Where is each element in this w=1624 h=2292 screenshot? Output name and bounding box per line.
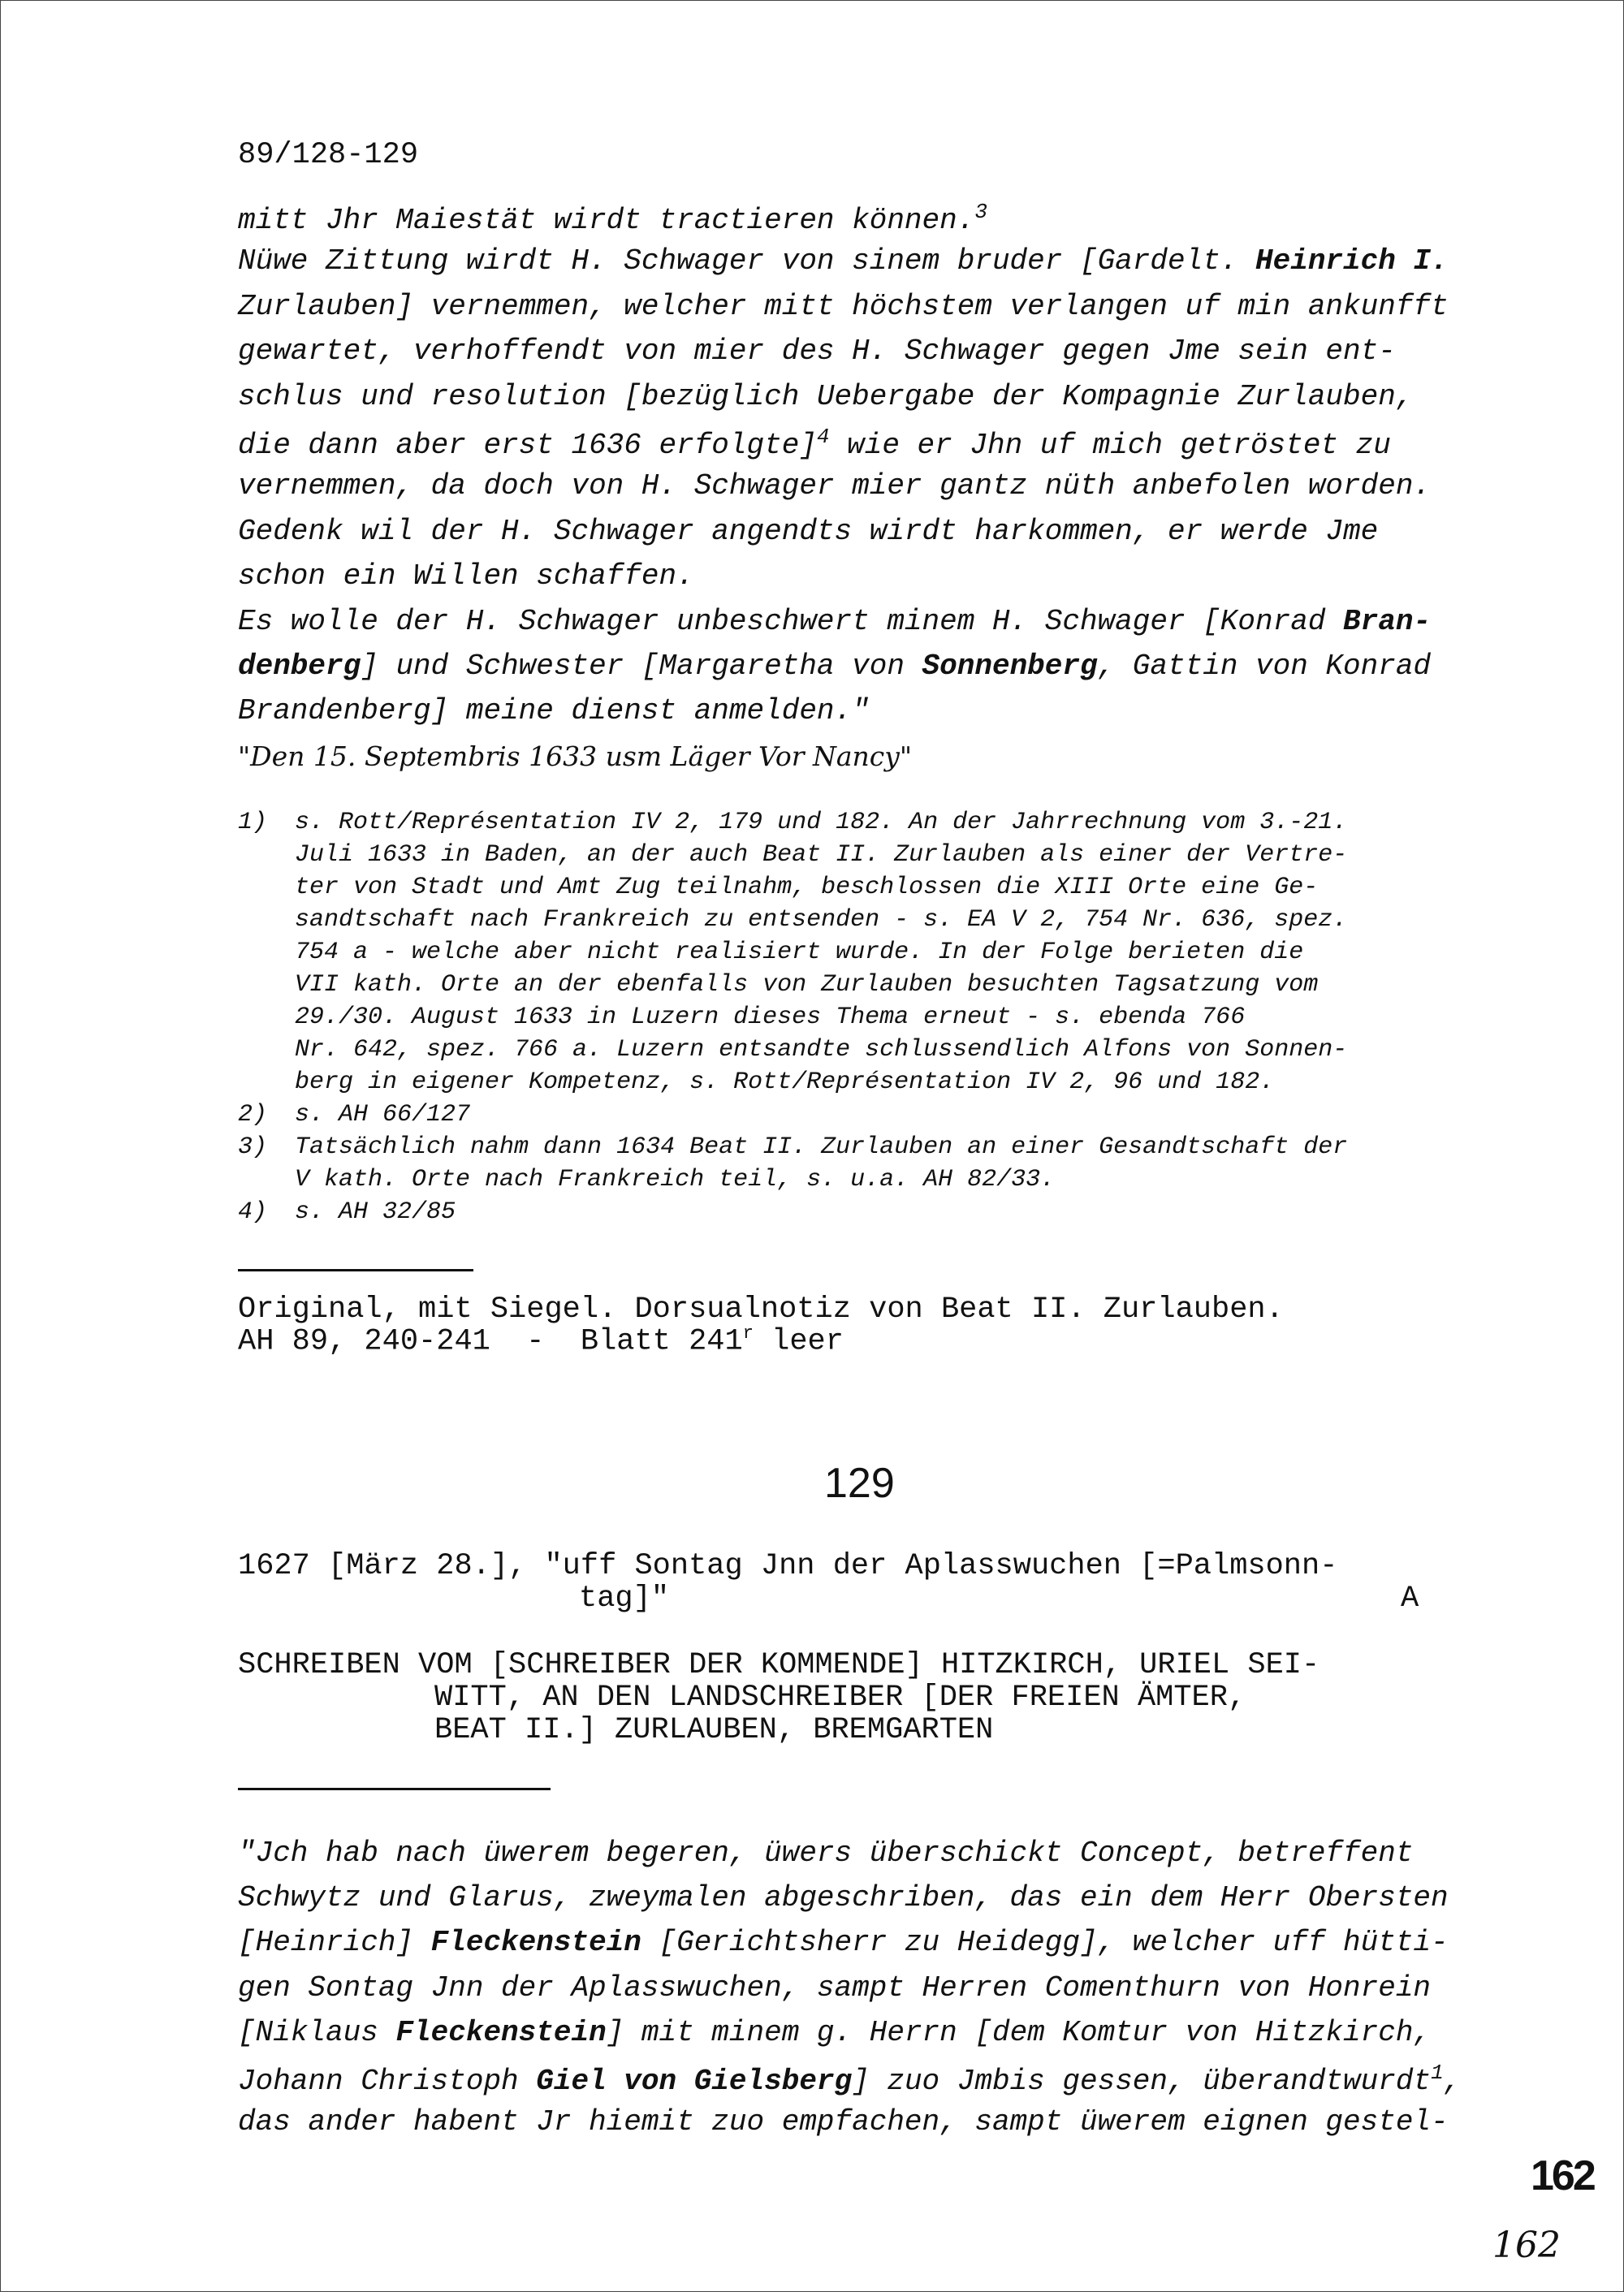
letter1-line — [238, 290, 1449, 323]
source-note-line-1: Original, mit Siegel. Dorsualnotiz von Beat II. Zurlauben. — [238, 1293, 1284, 1327]
footnote-number: 4) — [238, 1198, 268, 1226]
footnote-ref: 4 — [816, 425, 830, 449]
text-run: , Gattin von Konrad — [1097, 650, 1432, 683]
text-run: Schwytz und Glarus, zweymalen abgeschriben, das ein dem Herr Obersten — [238, 1881, 1449, 1915]
letter2-line — [238, 2016, 1431, 2049]
letter-dateline: "Den 15. Septembris 1633 usm Läger Vor Nancy" — [238, 740, 913, 772]
bold-name: denberg — [238, 650, 361, 683]
bold-name: Fleckenstein — [395, 2015, 607, 2049]
letter1-line — [238, 380, 1413, 413]
letter2-line — [238, 1971, 1431, 2005]
text-run: die dann aber erst 1636 erfolgte] — [238, 429, 817, 462]
letter1-line — [238, 469, 1431, 503]
footnote-line: s. AH 66/127 — [295, 1101, 471, 1129]
letter1-line — [238, 650, 1431, 683]
text-run: mitt Jhr Maiestät wirdt tractieren können. — [238, 204, 975, 237]
heading-line-2: WITT, AN DEN LANDSCHREIBER [DER FREIEN ÄMTER, — [434, 1681, 1246, 1715]
text-run: , — [1443, 2065, 1462, 2098]
text-run: Nüwe Zittung wirdt H. Schwager von sinem bruder [Gardelt. — [238, 244, 1256, 278]
letter1-line — [238, 559, 694, 593]
date-line-2: tag]" — [579, 1582, 670, 1616]
footnote-line: Tatsächlich nahm dann 1634 Beat II. Zurlauben an einer Gesandtschaft der — [295, 1133, 1348, 1161]
footnote-line: s. Rott/Représentation IV 2, 179 und 182. An der Jahrrechnung vom 3.-21. — [295, 809, 1348, 836]
text-run: Zurlauben] vernemmen, welcher mitt höchstem verlangen uf min ankunfft — [238, 289, 1449, 323]
text-run: vernemmen, da doch von H. Schwager mier gantz nüth anbefolen worden. — [238, 469, 1432, 503]
footnote-ref: 3 — [974, 200, 987, 224]
text-run: wie er Jhn uf mich getröstet zu — [829, 429, 1391, 462]
text-run: [Heinrich] — [238, 1926, 431, 1960]
letter1-line — [238, 200, 987, 237]
letter2-line — [238, 2061, 1461, 2098]
letter-type-mark: A — [1401, 1582, 1419, 1616]
footnote-number: 3) — [238, 1133, 268, 1161]
bold-name: Heinrich I. — [1255, 244, 1449, 278]
footnote-line: sandtschaft nach Frankreich zu entsenden - s. EA V 2, 754 Nr. 636, spez. — [295, 906, 1348, 934]
footnote-line: V kath. Orte nach Frankreich teil, s. u.a. AH 82/33. — [295, 1166, 1056, 1193]
text-run: [Niklaus — [238, 2015, 396, 2049]
folio-handwritten: 162 — [1492, 2225, 1561, 2266]
source-note-ref: AH 89, 240-241 - Blatt 241 — [238, 1324, 743, 1359]
heading-divider — [238, 1788, 551, 1790]
footnote-line: 754 a - welche aber nicht realisiert wurde. In der Folge berieten die — [295, 939, 1304, 966]
letter1-line — [238, 694, 870, 727]
footnote-line: Nr. 642, spez. 766 a. Luzern entsandte schlussendlich Alfons von Sonnen- — [295, 1036, 1348, 1064]
bold-name: Giel von Gielsberg — [536, 2065, 853, 2098]
source-note-line-2 — [238, 1323, 844, 1358]
footnote-line: 29./30. August 1633 in Luzern dieses Thema erneut - s. ebenda 766 — [295, 1004, 1246, 1031]
footnote-ref: 1 — [1431, 2061, 1444, 2085]
footnote-divider — [238, 1269, 473, 1271]
source-note-sup: r — [742, 1323, 754, 1344]
page-reference: 89/128-129 — [238, 138, 419, 172]
letter2-line — [238, 1926, 1449, 1959]
footnote-number: 2) — [238, 1101, 268, 1129]
heading-line-3: BEAT II.] ZURLAUBEN, BREMGARTEN — [434, 1713, 994, 1747]
letter1-line — [238, 244, 1449, 278]
letter1-line — [238, 335, 1396, 368]
letter1-line — [238, 605, 1431, 638]
footnote-line: berg in eigener Kompetenz, s. Rott/Représentation IV 2, 96 und 182. — [295, 1068, 1275, 1096]
text-run: Es wolle der H. Schwager unbeschwert minem H. Schwager [Konrad — [238, 604, 1344, 638]
letter1-line — [238, 425, 1391, 462]
text-run: Gedenk wil der H. Schwager angendts wirdt harkommen, er werde Jme — [238, 514, 1379, 548]
heading-line-1: SCHREIBEN VOM [SCHREIBER DER KOMMENDE] HITZKIRCH, URIEL SEI- — [238, 1648, 1320, 1682]
footnote-line: Juli 1633 in Baden, an der auch Beat II. Zurlauben als einer der Vertre- — [295, 841, 1348, 869]
date-line-1: 1627 [März 28.], "uff Sontag Jnn der Aplasswuchen [=Palmsonn- — [238, 1549, 1338, 1583]
bold-name: Fleckenstein — [430, 1926, 641, 1960]
text-run: ] mit minem g. Herrn [dem Komtur von Hitzkirch, — [606, 2015, 1432, 2049]
letter2-line — [238, 2105, 1449, 2139]
text-run: Johann Christoph — [238, 2065, 537, 2098]
bold-name: Sonnenberg — [922, 650, 1098, 683]
text-run: schlus und resolution [bezüglich Uebergabe der Kompagnie Zurlauben, — [238, 379, 1414, 413]
source-note-post: leer — [753, 1324, 844, 1359]
letter1-line — [238, 515, 1378, 548]
text-run: ] zuo Jmbis gessen, überandtwurdt — [852, 2065, 1432, 2098]
text-run: gen Sontag Jnn der Aplasswuchen, sampt Herren Comenthurn von Honrein — [238, 1970, 1432, 2005]
letter2-line — [238, 1881, 1449, 1914]
footnote-line: s. AH 32/85 — [295, 1198, 456, 1226]
footnote-line: VII kath. Orte an der ebenfalls von Zurlauben besuchten Tagsatzung vom — [295, 971, 1319, 999]
footnote-line: ter von Stadt und Amt Zug teilnahm, beschlossen die XIII Orte eine Ge- — [295, 874, 1319, 901]
text-run: gewartet, verhoffendt von mier des H. Schwager gegen Jme sein ent- — [238, 335, 1396, 369]
text-run: Brandenberg] meine dienst anmelden." — [238, 694, 870, 728]
footnote-number: 1) — [238, 809, 268, 836]
letter2-line — [238, 1837, 1413, 1870]
text-run: [Gerichtsherr zu Heidegg], welcher uff hütti- — [641, 1926, 1449, 1960]
document-number: 129 — [824, 1460, 895, 1507]
text-run: ] und Schwester [Margaretha von — [361, 650, 922, 683]
folio-stamp: 162 — [1531, 2152, 1594, 2199]
bold-name: Bran- — [1343, 604, 1432, 638]
text-run: schon ein Willen schaffen. — [238, 559, 694, 594]
text-run: "Jch hab nach üwerem begeren, üwers überschickt Concept, betreffent — [238, 1837, 1414, 1870]
text-run: das ander habent Jr hiemit zuo empfachen, sampt üwerem eignen gestel- — [238, 2105, 1449, 2139]
